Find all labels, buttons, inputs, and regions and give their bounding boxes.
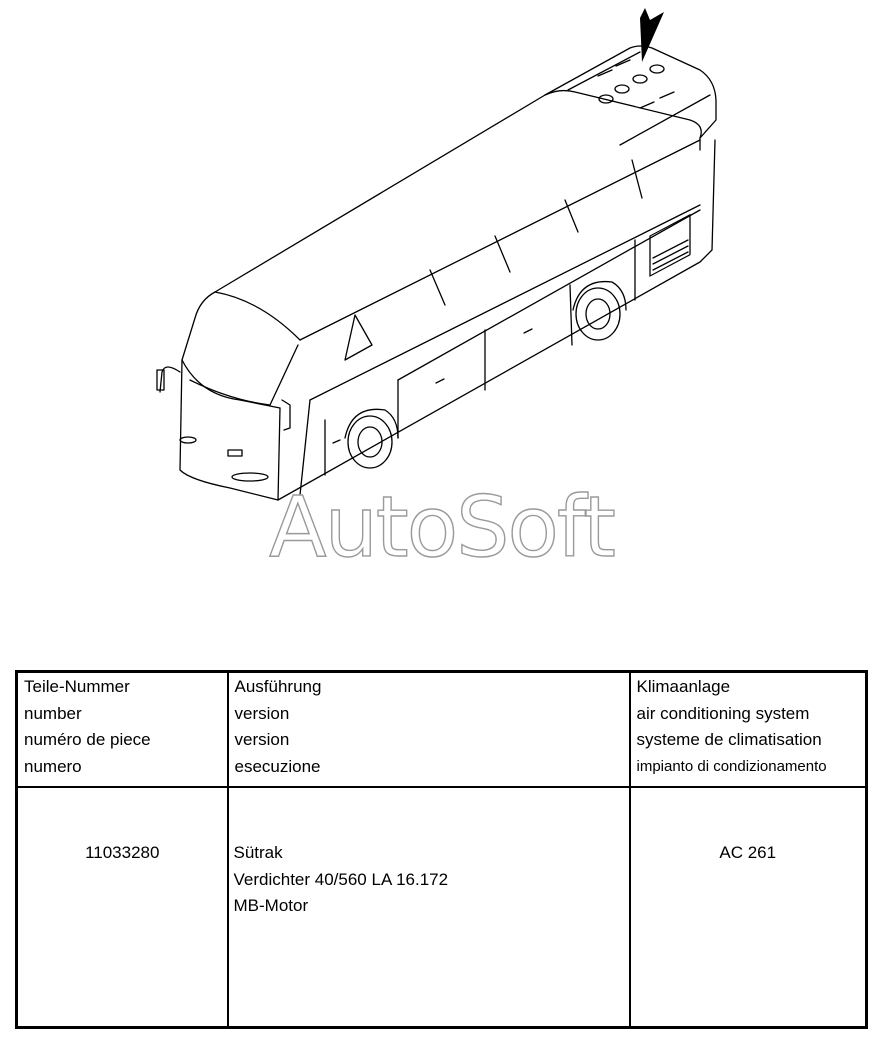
header-line: version xyxy=(234,730,290,749)
header-line: impianto di condizionamento xyxy=(636,757,827,775)
header-line: systeme de climatisation xyxy=(636,730,822,749)
cell-part-number xyxy=(17,787,228,1028)
version-line: Sütrak xyxy=(233,843,283,862)
header-line: version xyxy=(234,703,290,723)
part-number-value: 11033280 xyxy=(85,843,160,862)
arrow-down-icon xyxy=(640,8,664,62)
cell-ac-system xyxy=(630,787,867,1028)
header-line: Ausführung xyxy=(234,677,322,696)
version-line: Verdichter 40/560 LA 16.172 xyxy=(233,869,449,889)
parts-table xyxy=(15,670,868,1029)
version-line: MB-Motor xyxy=(233,896,309,915)
header-line: numero xyxy=(24,756,82,776)
header-part-number xyxy=(17,672,228,788)
header-line: numéro de piece xyxy=(24,730,151,749)
header-line: Klimaanlage xyxy=(636,677,731,696)
header-ac-system xyxy=(630,672,867,788)
header-line: Teile-Nummer xyxy=(24,677,130,696)
header-line: esecuzione xyxy=(234,756,321,776)
table-row xyxy=(17,787,867,1028)
header-line: number xyxy=(24,703,82,723)
table-header-row xyxy=(17,672,867,788)
watermark-text: AutoSoft xyxy=(269,478,614,576)
header-line: air conditioning system xyxy=(636,703,810,723)
ac-system-value: AC 261 xyxy=(719,843,777,862)
header-version xyxy=(228,672,630,788)
cell-version xyxy=(228,787,630,1028)
